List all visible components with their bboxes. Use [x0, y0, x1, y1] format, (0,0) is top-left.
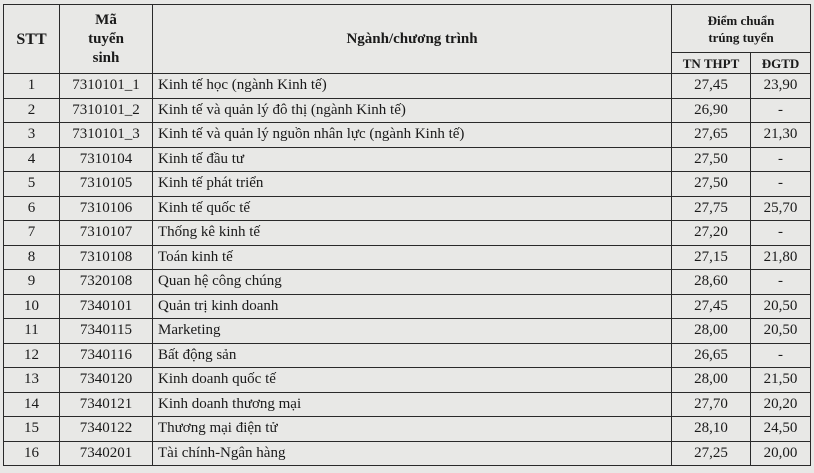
row-dgtd-score: 20,50 [751, 319, 811, 344]
row-program-name: Quan hệ công chúng [153, 270, 672, 295]
row-stt: 12 [4, 343, 60, 368]
row-program-name: Toán kinh tế [153, 245, 672, 270]
header-thpt: TN THPT [672, 53, 751, 74]
row-thpt-score: 27,45 [672, 74, 751, 99]
row-dgtd-score: 21,80 [751, 245, 811, 270]
row-dgtd-score: - [751, 270, 811, 295]
row-program-name: Marketing [153, 319, 672, 344]
row-code: 7340121 [60, 392, 153, 417]
row-stt: 1 [4, 74, 60, 99]
row-code: 7310105 [60, 172, 153, 197]
row-dgtd-score: 24,50 [751, 417, 811, 442]
row-dgtd-score: - [751, 221, 811, 246]
row-stt: 16 [4, 441, 60, 466]
row-program-name: Kinh tế và quản lý đô thị (ngành Kinh tế) [153, 98, 672, 123]
row-program-name: Thương mại điện tử [153, 417, 672, 442]
row-stt: 8 [4, 245, 60, 270]
row-code: 7310107 [60, 221, 153, 246]
table-row [4, 392, 811, 417]
row-code: 7310104 [60, 147, 153, 172]
header-score-line1: Điểm chuẩn [707, 12, 775, 28]
row-code: 7310106 [60, 196, 153, 221]
row-program-name: Kinh tế phát triển [153, 172, 672, 197]
row-stt: 10 [4, 294, 60, 319]
row-thpt-score: 28,60 [672, 270, 751, 295]
row-stt: 6 [4, 196, 60, 221]
row-thpt-score: 26,65 [672, 343, 751, 368]
table-row [4, 343, 811, 368]
row-code: 7320108 [60, 270, 153, 295]
row-code: 7340120 [60, 368, 153, 393]
row-dgtd-score: - [751, 343, 811, 368]
header-cutoff-score [672, 5, 811, 53]
admission-score-table [3, 4, 811, 466]
table-row [4, 441, 811, 466]
row-program-name: Kinh tế đầu tư [153, 147, 672, 172]
row-stt: 7 [4, 221, 60, 246]
row-thpt-score: 27,75 [672, 196, 751, 221]
row-code: 7340201 [60, 441, 153, 466]
table-row [4, 123, 811, 148]
header-code [60, 5, 153, 74]
table-row [4, 368, 811, 393]
row-program-name: Tài chính-Ngân hàng [153, 441, 672, 466]
table-row [4, 196, 811, 221]
row-thpt-score: 27,20 [672, 221, 751, 246]
row-stt: 3 [4, 123, 60, 148]
row-stt: 11 [4, 319, 60, 344]
row-dgtd-score: - [751, 172, 811, 197]
table-row [4, 319, 811, 344]
row-program-name: Kinh tế và quản lý nguồn nhân lực (ngành Kinh tế) [153, 123, 672, 148]
header-program: Ngành/chương trình [153, 5, 672, 74]
table-row [4, 417, 811, 442]
row-thpt-score: 27,50 [672, 172, 751, 197]
row-code: 7310101_1 [60, 74, 153, 99]
row-program-name: Kinh doanh quốc tế [153, 368, 672, 393]
row-stt: 13 [4, 368, 60, 393]
table-row [4, 294, 811, 319]
header-code-line2: tuyển [88, 30, 124, 47]
row-program-name: Kinh tế quốc tế [153, 196, 672, 221]
row-thpt-score: 27,15 [672, 245, 751, 270]
row-program-name: Bất động sản [153, 343, 672, 368]
row-dgtd-score: 21,30 [751, 123, 811, 148]
row-dgtd-score: 20,00 [751, 441, 811, 466]
row-dgtd-score: 21,50 [751, 368, 811, 393]
row-program-name: Kinh doanh thương mại [153, 392, 672, 417]
row-dgtd-score: - [751, 147, 811, 172]
row-code: 7310108 [60, 245, 153, 270]
table-body [4, 74, 811, 466]
row-code: 7310101_3 [60, 123, 153, 148]
row-dgtd-score: 23,90 [751, 74, 811, 99]
row-thpt-score: 26,90 [672, 98, 751, 123]
row-thpt-score: 27,70 [672, 392, 751, 417]
row-code: 7310101_2 [60, 98, 153, 123]
row-program-name: Quản trị kinh doanh [153, 294, 672, 319]
row-code: 7340116 [60, 343, 153, 368]
row-dgtd-score: - [751, 98, 811, 123]
row-stt: 9 [4, 270, 60, 295]
row-code: 7340101 [60, 294, 153, 319]
table-row [4, 270, 811, 295]
row-program-name: Kinh tế học (ngành Kinh tế) [153, 74, 672, 99]
header-dgtd: ĐGTD [751, 53, 811, 74]
table-row [4, 245, 811, 270]
row-thpt-score: 27,45 [672, 294, 751, 319]
row-code: 7340115 [60, 319, 153, 344]
row-stt: 5 [4, 172, 60, 197]
row-stt: 14 [4, 392, 60, 417]
row-program-name: Thống kê kinh tế [153, 221, 672, 246]
row-thpt-score: 28,10 [672, 417, 751, 442]
row-thpt-score: 27,25 [672, 441, 751, 466]
row-thpt-score: 27,65 [672, 123, 751, 148]
row-dgtd-score: 20,20 [751, 392, 811, 417]
row-dgtd-score: 20,50 [751, 294, 811, 319]
row-stt: 4 [4, 147, 60, 172]
header-stt: STT [4, 5, 60, 74]
table-row [4, 147, 811, 172]
row-thpt-score: 27,50 [672, 147, 751, 172]
row-stt: 15 [4, 417, 60, 442]
row-code: 7340122 [60, 417, 153, 442]
row-stt: 2 [4, 98, 60, 123]
row-dgtd-score: 25,70 [751, 196, 811, 221]
header-code-line1: Mã [95, 11, 117, 28]
table-row [4, 221, 811, 246]
table-row [4, 172, 811, 197]
table-row [4, 74, 811, 99]
row-thpt-score: 28,00 [672, 319, 751, 344]
header-score-line2: trúng tuyển [708, 29, 774, 45]
header-code-line3: sinh [92, 49, 120, 66]
table-row [4, 98, 811, 123]
row-thpt-score: 28,00 [672, 368, 751, 393]
